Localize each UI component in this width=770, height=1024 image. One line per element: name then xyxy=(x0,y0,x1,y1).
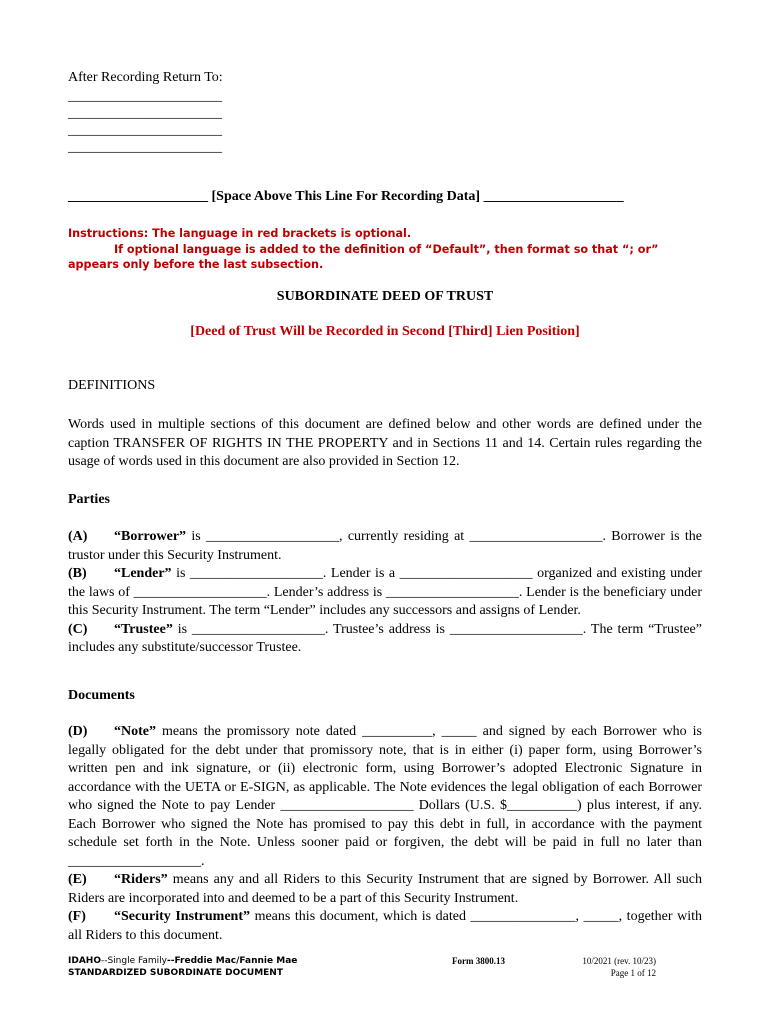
definition-c xyxy=(68,621,702,658)
definition-text: is ___________________. Lender is a ___________________ organized and existing under the laws of ___________________. Lender’s address is ___________________. Lender is the beneficiary under this Security Instrument. The term “Lender” includes any successors and assigns of Lender. xyxy=(68,566,702,618)
definition-text: is ___________________, currently residing at ___________________. Borrower is the trustor under this Security Instrument. xyxy=(68,529,702,563)
definition-label: (A) xyxy=(68,529,88,544)
definition-label: (D) xyxy=(68,724,88,739)
documents-heading: Documents xyxy=(68,688,135,703)
definition-e xyxy=(68,871,702,908)
definition-a xyxy=(68,528,702,565)
instructions-line-1: Instructions: The language in red brackets is optional. xyxy=(68,227,412,240)
parties-section xyxy=(68,528,702,658)
definition-text: means any and all Riders to this Security Instrument that are signed by Borrower. All such Riders are incorporated into and deemed to be a part of this Security Instrument. xyxy=(68,872,702,906)
definitions-heading: DEFINITIONS xyxy=(68,378,156,393)
definition-text: means the promissory note dated __________, _____ and signed by each Borrower who is legally obligated for the debt under that promissory note, that is in either (i) paper form, using Borrower’s written pen and ink signature, or (ii) electronic form, using Borrower’s adopted Electronic Signature in accordance with the UETA or E-SIGN, as applicable. The Note evidences the legal obligation of each Borrower who signed the Note to pay Lender ___________________ Dollars (U.S. $__________) plus interest, if any. Each Borrower who signed the Note has promised to pay this debt in full, in accordance with the payment schedule set forth in the Note. Unless sooner paid or forgiven, the debt will be paid in full no later than ___________________. xyxy=(68,724,702,869)
definition-term: “Trustee” xyxy=(114,621,173,637)
instructions xyxy=(68,226,708,273)
footer-document-type: STANDARDIZED SUBORDINATE DOCUMENT xyxy=(68,968,283,978)
definition-label: (C) xyxy=(68,621,88,637)
footer-page-number: Page 1 of 12 xyxy=(610,968,656,978)
footer-separator: -- xyxy=(100,956,108,966)
recording-data-line: ____________________ [Space Above This Line For Recording Data] ____________________ xyxy=(68,189,624,204)
definition-label: (E) xyxy=(68,872,87,887)
return-to-line: ______________________ xyxy=(68,89,222,104)
definition-label: (F) xyxy=(68,909,86,924)
definition-label: (B) xyxy=(68,566,87,581)
definition-d xyxy=(68,723,702,871)
return-to-label: After Recording Return To: xyxy=(68,70,223,85)
definition-text: means this document, which is dated _______________, _____, together with all Riders to this document. xyxy=(68,909,703,943)
footer-left xyxy=(68,955,297,979)
document-subtitle: [Deed of Trust Will be Recorded in Second [Third] Lien Position] xyxy=(190,324,580,339)
footer-right xyxy=(560,955,656,979)
definition-text: is ___________________. Trustee’s address is ___________________. The term “Trustee” includes any substitute/successor Trustee. xyxy=(68,621,702,655)
footer-revision-date: 10/2021 (rev. 10/23) xyxy=(582,956,656,966)
footer-agency: Freddie Mac/Fannie Mae xyxy=(174,956,298,966)
documents-section xyxy=(68,723,702,945)
definition-term: “Lender” xyxy=(114,566,172,581)
parties-heading: Parties xyxy=(68,492,110,507)
footer-family: Single Family xyxy=(107,956,167,966)
footer-form-number: Form 3800.13 xyxy=(452,956,505,966)
definition-term: “Security Instrument” xyxy=(114,909,251,924)
footer-separator: -- xyxy=(166,956,175,966)
return-to-line: ______________________ xyxy=(68,140,222,155)
document-title: SUBORDINATE DEED OF TRUST xyxy=(276,289,494,304)
return-to-line: ______________________ xyxy=(68,123,222,138)
definition-f xyxy=(68,908,702,945)
definition-term: “Note” xyxy=(114,724,156,739)
return-to-lines xyxy=(68,88,222,156)
footer-state: IDAHO xyxy=(68,956,101,966)
return-to-line: ______________________ xyxy=(68,106,222,121)
definition-b xyxy=(68,565,702,621)
definition-term: “Riders” xyxy=(114,872,168,887)
instructions-line-2: If optional language is added to the definition of “Default”, then format so that “; or” appears only before the last subsection. xyxy=(68,242,659,271)
definitions-intro: Words used in multiple sections of this document are defined below and other words are defined under the caption TRANSFER OF RIGHTS IN THE PROPERTY and in Sections 11 and 14. Certain rules regarding the usage of words used in this document are also provided in Section 12. xyxy=(68,417,702,469)
definition-term: “Borrower” xyxy=(114,529,187,544)
